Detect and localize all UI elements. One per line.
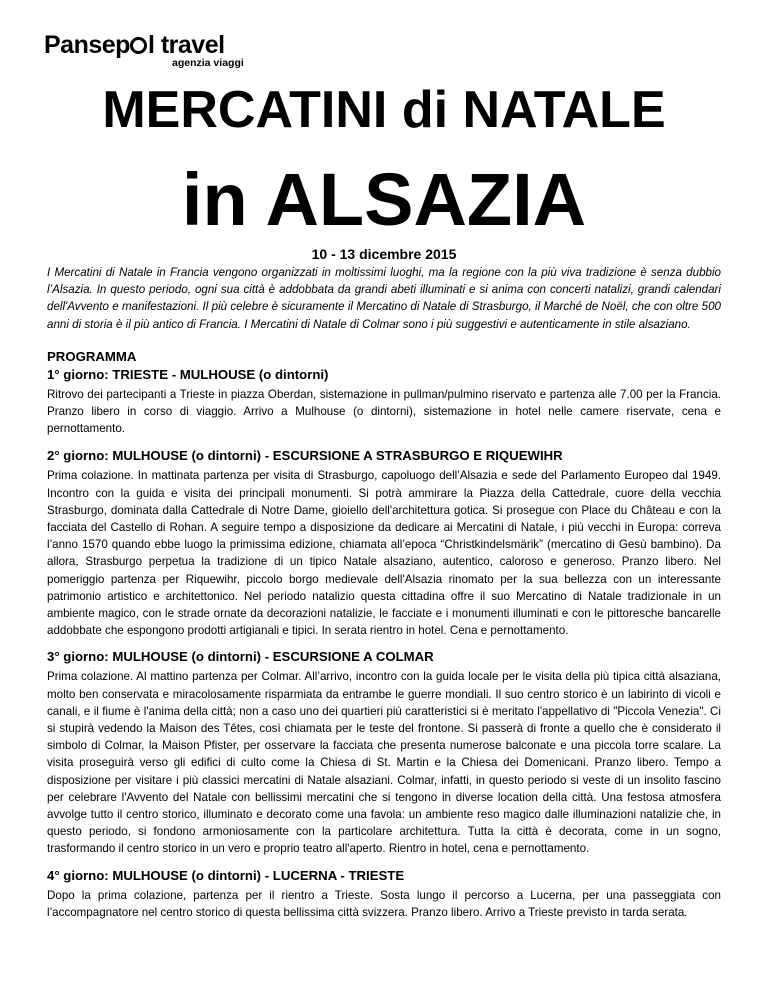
- trip-dates: 10 - 13 dicembre 2015: [311, 246, 457, 262]
- title-line-1: MERCATINI di NATALE: [102, 81, 666, 139]
- logo-ring-icon: [130, 37, 147, 54]
- company-logo: [44, 30, 244, 74]
- program-heading: PROGRAMMA: [47, 348, 137, 364]
- logo-brand-after: l travel: [147, 31, 225, 59]
- day-4-text: Dopo la prima colazione, partenza per il rientro a Trieste. Sosta lungo il percorso a Lucerna, per una passeggiata con l’accompagnatore nel centro storico di questa bellissima città svizzera. Pranzo libero. Arrivo a Trieste previsto in tarda serata.: [47, 888, 721, 919]
- logo-tagline: agenzia viaggi: [172, 57, 244, 69]
- day-4-title: 4° giorno: MULHOUSE (o dintorni) - LUCERNA - TRIESTE: [47, 867, 405, 883]
- day-section: [47, 648, 721, 857]
- day-2-text: Prima colazione. In mattinata partenza per visita di Strasburgo, capoluogo dell’Alsazia e sede del Parlamento Europeo dal 1949. Incontro con la guida e visita dei principali monumenti. Si potrà ammirare la Piazza della Cattedrale, cuore della vecchia Strasburgo, dominata dalla Cattedrale di Notre Dame, gioiello dell'architettura gotica. Si prosegue con Place du Château e con la facciata del Castello di Rohan. A seguire tempo a disposizione da dedicare ai Mercatini di Natale, i più vecchi in Europa: correva l’anno 1570 quando ebbe luogo la primissima edizione, chiamata all’epoca “Christkindelsmärik” (mercatino di Gesù bambino). Da allora, Strasburgo perpetua la tradizione di un tipico Natale alsaziano, autentico, caloroso e generoso. Pranzo libero. Nel pomeriggio partenza per Riquewihr, piccolo borgo medievale dell'Alsazia rinomato per la sua bellezza con un interessante patrimonio artistico e architettonico. Nel periodo natalizio questa cittadina offre il suo Mercatino di Natale tradizionale in un ambiente magico, con le strade ornate da decorazioni natalizie, le facciate e i monumenti illuminati e con le pittoresche bancarelle addobbate che espongono prodotti artigianali e tipici. In serata rientro in hotel. Cena e pernottamento.: [47, 469, 721, 638]
- day-section: [47, 366, 721, 438]
- document-body: [47, 264, 721, 930]
- day-section: [47, 447, 721, 639]
- day-3-title: 3° giorno: MULHOUSE (o dintorni) - ESCURSIONE A COLMAR: [47, 649, 434, 665]
- day-1-title: 1° giorno: TRIESTE - MULHOUSE (o dintorni): [47, 366, 329, 382]
- day-2-title: 2° giorno: MULHOUSE (o dintorni) - ESCURSIONE A STRASBURGO E RIQUEWIHR: [47, 448, 563, 464]
- logo-wordmark: [44, 30, 225, 60]
- title-line-2: in ALSAZIA: [181, 158, 587, 241]
- day-section: [47, 867, 721, 921]
- day-1-text: Ritrovo dei partecipanti a Trieste in piazza Oberdan, sistemazione in pullman/pulmino riservato e partenza alle 7.00 per la Francia. Pranzo libero in corso di viaggio. Arrivo a Mulhouse (o dintorni), sistemazione in hotel nelle camere riservate, cena e pernottamento.: [47, 387, 721, 436]
- day-3-text: Prima colazione. Al mattino partenza per Colmar. All’arrivo, incontro con la guida locale per le visita della più tipica città alsaziana, molto ben conservata e miracolosamente risparmiata da entrambe le guerre mondiali. Il suo centro storico è un labirinto di vicoli e canali, e il fiume è l'anima della città; non a caso uno dei quartieri più caratteristici si è meritato l'appellativo di "Piccola Venezia". Ci si stupirà vedendo la Maison des Têtes, così chiamata per le teste del frontone. Si passerà di fronte a quello che è considerato il simbolo di Colmar, la Maison Pfister, per osservare la facciata che presenta numerose balconate e una piccola torre scalare. La visita proseguirà verso gli edifici di culto come la Chiesa di St. Martin e la Chiesa dei Domenicani. Pranzo libero. Tempo a disposizione per visitare i più classici mercatini di Natale alsaziani. Colmar, infatti, in questo periodo si veste di un insolito fascino per celebrare l'Avvento del Natale con bellissimi mercatini che si tengono in diverse location della città. Una festosa atmosfera avvolge tutto il centro storico, illuminato e decorato come una favola: un ambiente reso magico dalle illuminazioni natalizie che, in questo periodo, si fondono armoniosamente con la particolare architettura. Tutta la città è decorata, come in un sogno, trasformando il centro storico in un vero e proprio teatro all'aperto. Rientro in hotel, cena e pernottamento.: [47, 670, 721, 856]
- intro-paragraph: I Mercatini di Natale in Francia vengono organizzati in moltissimi luoghi, ma la regione con la più viva tradizione è senza dubbio l’Alsazia. In questo periodo, ogni sua città è addobbata da grandi abeti illuminati e si anima con concerti natalizi, grandi calendari dell'Avvento e manifestazioni. Il più celebre è sicuramente il Mercatino di Natale di Strasburgo, il Marché de Noël, che con oltre 500 anni di storia è il più antico di Francia. I Mercatini di Natale di Colmar sono i più suggestivi e autenticamente in stile alsaziano.: [47, 266, 721, 331]
- logo-brand-before: Pansep: [44, 31, 130, 59]
